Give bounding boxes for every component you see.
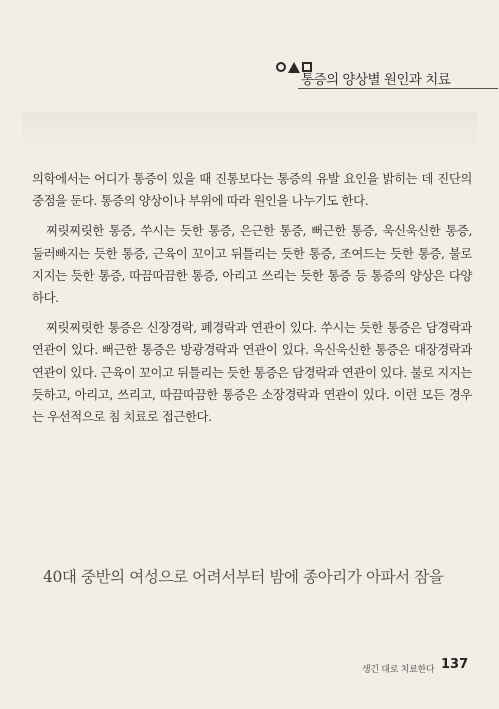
circle-icon xyxy=(276,62,286,72)
header-rule xyxy=(298,88,498,89)
section-title: 통증의 양상별 원인과 치료 xyxy=(301,72,451,88)
page-number: 137 xyxy=(441,657,469,672)
triangle-icon xyxy=(288,62,300,73)
paragraph: 찌릿찌릿한 통증, 쑤시는 듯한 통증, 은근한 통증, 뻐근한 통증, 욱신욱신한 통증, 둘러빠지는 듯한 통증, 근육이 꼬이고 뒤틀리는 듯한 통증, 조여드는 듯한 통증, 불로 지지는 듯한 통증, 따끔따끔한 통증, 아리고 쓰리는 듯한 통증 등 통증의 양상은 다양하다. xyxy=(32,223,472,306)
body-text xyxy=(32,168,472,436)
paragraph: 의학에서는 어디가 통증이 있을 때 진통보다는 통증의 유발 요인을 밝히는 데 진단의 중점을 둔다. 통증의 양상이나 부위에 따라 원인을 나누기도 한다. xyxy=(32,171,472,209)
paragraph: 찌릿찌릿한 통증은 신장경락, 폐경락과 연관이 있다. 쑤시는 듯한 통증은 담경락과 연관이 있다. 뻐근한 통증은 방광경락과 연관이 있다. 욱신욱신한 통증은 대장경락과 연관이 있다. 근육이 꼬이고 뒤틀리는 듯한 통증은 담경락과 연관이 있다. 불로 지지는 듯하고, 아리고, 쓰리고, 따끔따끔한 통증은 소장경락과 연관이 있다. 이런 모든 경우는 우선적으로 침 치료로 접근한다. xyxy=(32,320,472,425)
show-through-texture xyxy=(22,112,477,152)
case-intro: 40대 중반의 여성으로 어려서부터 밤에 종아리가 아파서 잠을 xyxy=(43,568,444,586)
running-title: 생긴 대로 치료한다 xyxy=(362,665,435,675)
section-header xyxy=(276,60,476,100)
